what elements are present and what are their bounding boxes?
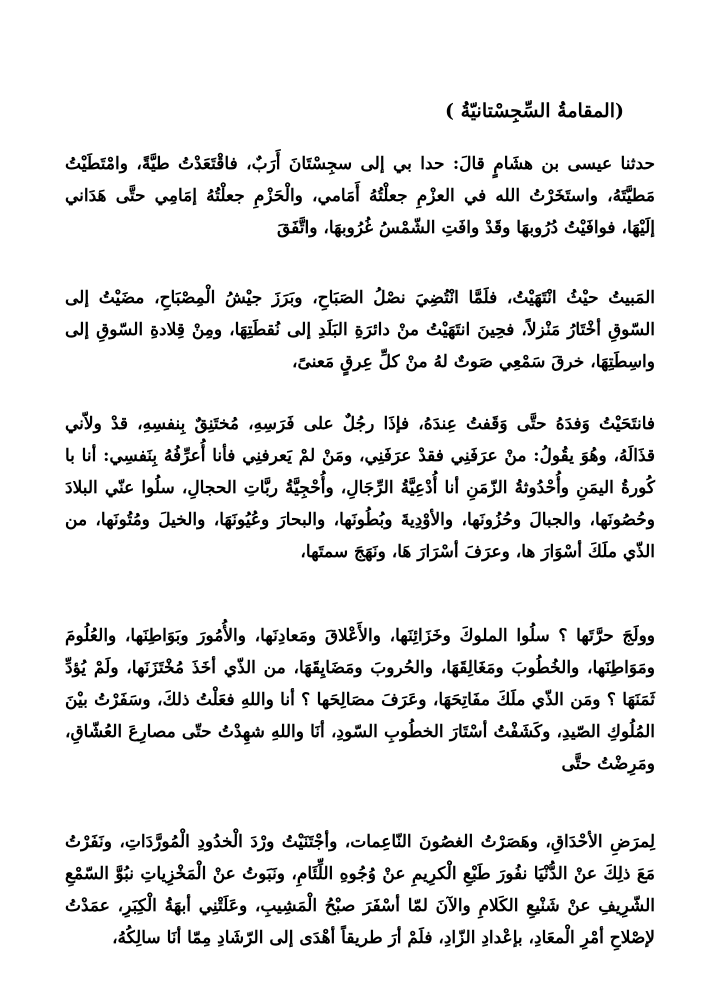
document-title: (المقامةُ السِّجِسْتانيّةُ ) <box>445 100 624 122</box>
paragraph: لِمرَضِ الأحْدَاقِ، وهَصَرْتُ الغصُونَ النّاعِمات، وأجْتَنَيْتُ ورْدَ الْخدُودِ الْمُورَّدَاتِ، ونَفَرْتُ مَعَ ذلِكَ عنْ الدُّنْيَا نفُورَ طَبْعِ الْكرِيمِ عنْ وُجُوهِ اللِّئَامِ، ونَبَوتُ عنْ الْمَخْزِياتِ نبُوَّ السّمْعِ الشّرِيفِ عنْ شَنْيعِ الكَلامِ والآنَ لمّا أسْفَرَ صبْحُ الْمَشِيبِ، وعَلَتْنِي أبهَةُ الْكِبَرِ، عمَدْتُ لإصْلاحِ أمْرِ الْمعَادِ، بإعْدادِ الزّادِ، فلَمْ أرَ طريقاً أهْدَى إلى الرّشَادِ مِمّا أنَا سالِكُهُ، <box>65 832 655 948</box>
paragraph: حدثنا عيسى بن هشَامٍ قالَ: حدا بي إلى سجِسْتَانَ أَرَبٌ، فاقْتَعَدْتُ طيَّةً، وامْتَطَيْتُ مَطيَّتَهُ، واستَخَرْتُ الله في العزْمِ جعلْتُهُ أَمَامي، والْحَزْمِ جعلْتُهُ إمَامِي حتَّى هَدَاني إلَيْهَا، فوافَيْتُ دُرُوبهَا وقَدْ وافَتِ الشّمْسُ غُرُوبهَا، واتَّفَقَ <box>65 154 655 238</box>
paragraph: وولَجَ حرَّتَها ؟ سلُوا الملوكَ وخَزَائِنَها، والأَعْلاقَ ومَعادِنَها، والأُمُورَ وبَوَاطِنَها، والعُلُومَ ومَوَاطِنَها، والخُطُوبَ ومَغَالِقَهَا، والحُروبَ ومَضَايِقَهَا، من الذّي أخَذَ مُخْتَزَنَها، ولَمْ يُؤدِّ ثَمَنَهَا ؟ ومَن الذّي ملَكَ مفَاتِحَهَا، وعَرَفَ مصَالِحَها ؟ أنا واللهِ فعَلْتُ ذلكَ، وسَفَرْتُ بيْنَ المُلُوكِ الصّيدِ، وكَشَفْتُ أسْتَارَ الخطُوبِ السّودِ، أنَا واللهِ شهِدْتُ حتّى مصارِعَ العُشّاقِ، ومَرِضْتُ حتَّى <box>65 626 655 774</box>
paragraph: فانتَحَيْتُ وَفدَهُ حتَّى وَقَفتُ عِندَهُ، فإذَا رجُلٌ على فَرَسِهِ، مُختَنِقٌ بِنفسِهِ، قدْ ولاّني قذَالَهُ، وهُوَ يقُولُ: منْ عرَفَنِي فقدْ عرَفَنِي، ومَنْ لمْ يَعرفنِي فأنا أُعرِّفُهُ بِنَفسِي: أنا با كُورةُ اليمَنِ وأُحْدُوثةُ الزّمَنِ أنا أُدْعِيَّةُ الرِّجَالِ، وأُحْجِيَّةُ ربَّاتِ الحجالِ، سلُوا عنّي البلادَ وحُصُونَها، والجبالَ وحُزُونَها، والأوْدِيةَ وبُطُونَها، والبحارَ وعُيُونَهَا، والخيلَ ومُتُونَها، من الذّي ملَكَ أسْوَارَ ها، وعرَفَ أسْرَارَ هَا، ونَهَجَ سمتَها، <box>65 414 655 562</box>
paragraph: المَبيتُ حيْثُ انْتَهَيْتُ، فلَمَّا انْتُضِيَ نصْلُ الصَبَاحِ، وبَرَزَ جيْشُ الْمِصْبَاحِ، مضَيْتُ إلى السّوقِ أخْتَارُ مَنْزلاً، فحِينَ انتَهَيْتُ منْ دائرَةِ البَلَدِ إلى نُقطَتِهَا، ومِنْ قِلادةِ السّوقِ إلى واسِطَتِهَا، خرقَ سَمْعِي صَوتٌ لهُ منْ كلِّ عِرقٍ مَعنىً، <box>65 288 655 372</box>
